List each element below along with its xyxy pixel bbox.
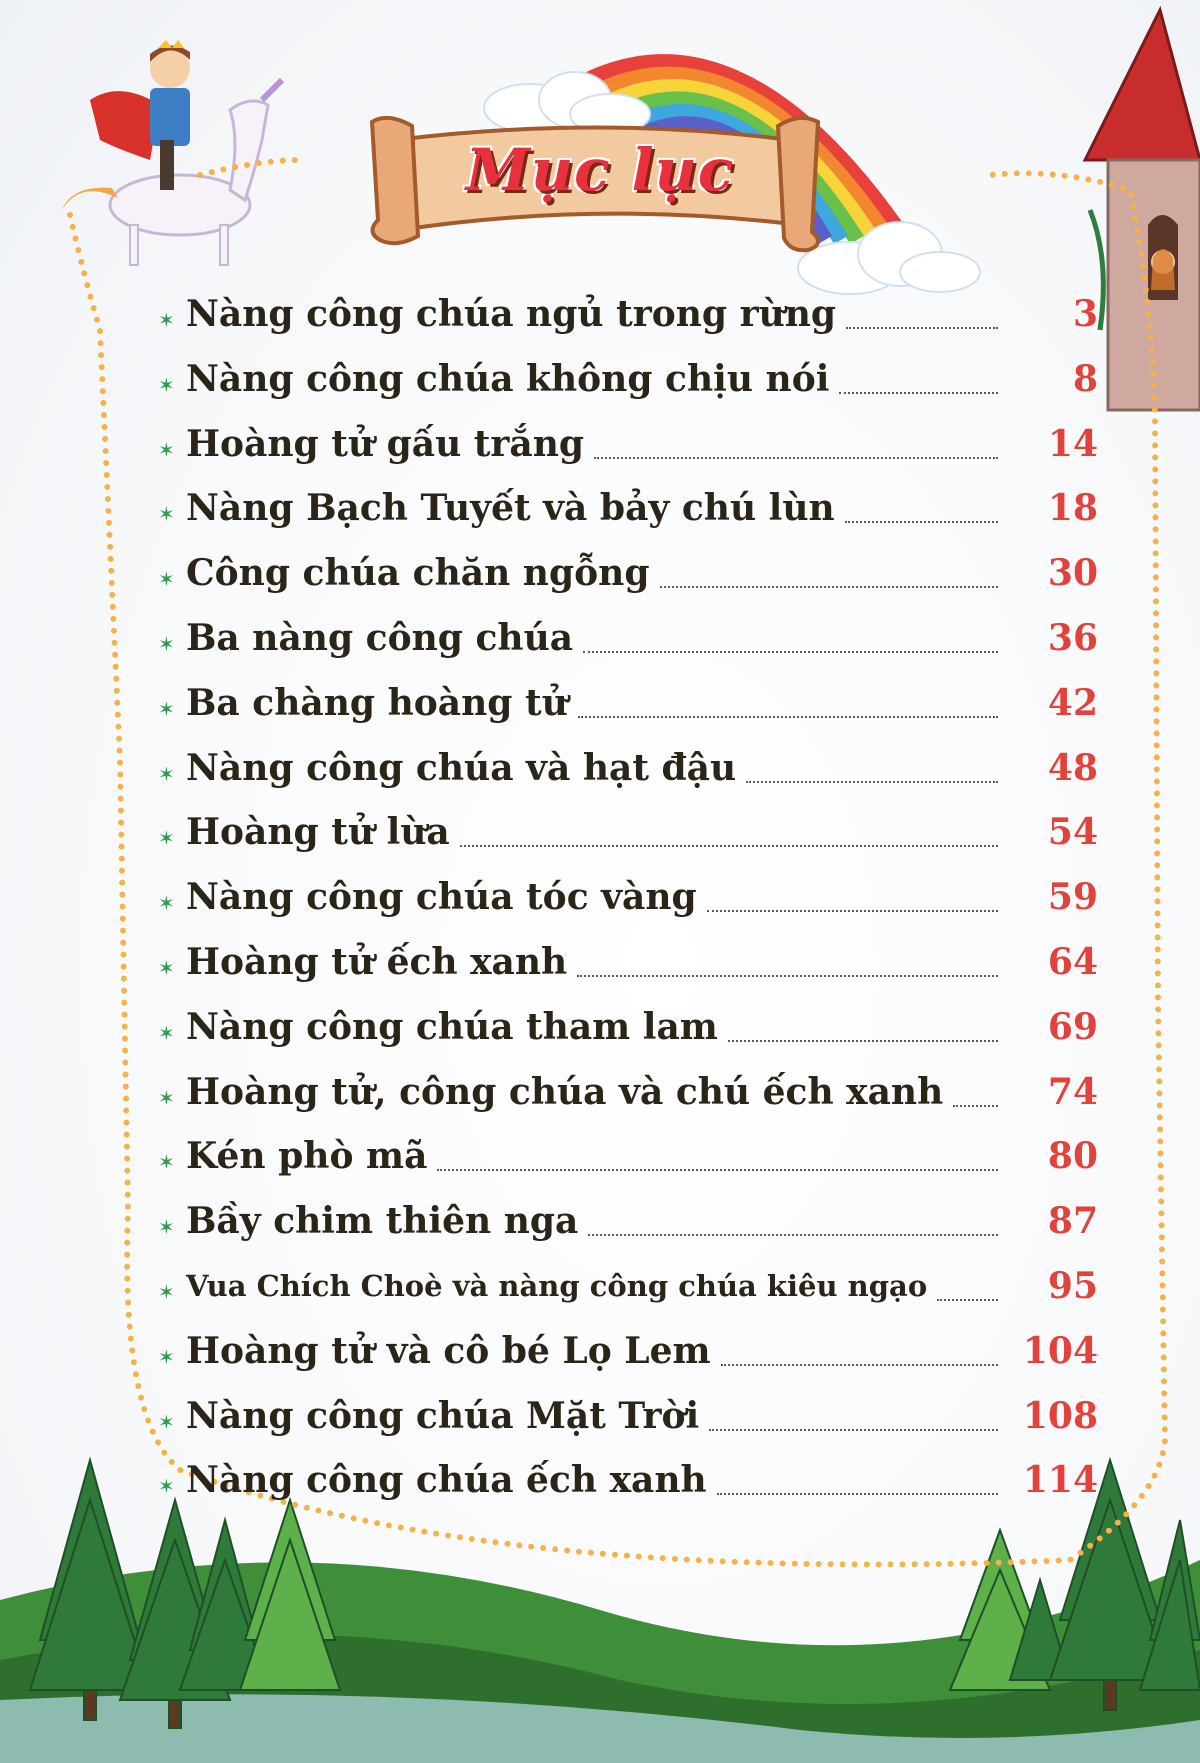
star-bullet-icon: ✶ bbox=[158, 761, 175, 786]
toc-entry-title: Công chúa chăn ngỗng bbox=[186, 552, 650, 595]
toc-entry[interactable] bbox=[158, 608, 1098, 673]
toc-entry-title: Hoàng tử và cô bé Lọ Lem bbox=[186, 1329, 711, 1372]
star-bullet-icon: ✶ bbox=[158, 891, 175, 916]
dot-leader bbox=[953, 1105, 998, 1107]
dot-leader bbox=[577, 975, 998, 977]
toc-entry[interactable] bbox=[158, 543, 1098, 608]
toc-entry-page-number: 104 bbox=[1022, 1329, 1098, 1372]
toc-entry-title: Hoàng tử, công chúa và chú ếch xanh bbox=[186, 1070, 944, 1113]
star-bullet-icon: ✶ bbox=[158, 1215, 175, 1240]
toc-entry-page-number: 3 bbox=[1072, 293, 1098, 335]
dot-leader bbox=[707, 910, 998, 912]
star-bullet-icon: ✶ bbox=[158, 696, 175, 721]
toc-entry-title: Hoàng tử lừa bbox=[186, 811, 450, 854]
toc-entry[interactable] bbox=[158, 1256, 1098, 1321]
toc-entry-page-number: 64 bbox=[1047, 940, 1098, 983]
toc-entry[interactable] bbox=[158, 284, 1098, 349]
star-bullet-icon: ✶ bbox=[158, 1150, 175, 1175]
star-bullet-icon: ✶ bbox=[158, 826, 175, 851]
page-title: Mục lục bbox=[465, 136, 735, 204]
toc-entry[interactable] bbox=[158, 478, 1098, 543]
dot-leader bbox=[660, 586, 998, 588]
dot-leader bbox=[746, 781, 998, 783]
toc-entry[interactable] bbox=[158, 1386, 1098, 1451]
star-bullet-icon: ✶ bbox=[158, 1344, 175, 1369]
toc-entry[interactable] bbox=[158, 997, 1098, 1062]
star-bullet-icon: ✶ bbox=[158, 1409, 175, 1434]
toc-entry-title: Nàng công chúa ếch xanh bbox=[186, 1459, 707, 1502]
star-bullet-icon: ✶ bbox=[158, 1020, 175, 1045]
toc-entry[interactable] bbox=[158, 802, 1098, 867]
star-bullet-icon: ✶ bbox=[158, 437, 175, 462]
dot-leader bbox=[588, 1234, 998, 1236]
star-bullet-icon: ✶ bbox=[158, 1085, 175, 1110]
toc-entry[interactable] bbox=[158, 1191, 1098, 1256]
toc-entry-title: Ba chàng hoàng tử bbox=[186, 681, 568, 724]
toc-entry-title: Nàng công chúa tham lam bbox=[186, 1005, 718, 1048]
toc-entry-page-number: 54 bbox=[1047, 811, 1098, 854]
toc-entry-page-number: 114 bbox=[1022, 1459, 1098, 1502]
dot-leader bbox=[709, 1429, 998, 1431]
toc-entry-page-number: 8 bbox=[1072, 357, 1098, 400]
dot-leader bbox=[728, 1040, 998, 1042]
dot-leader bbox=[460, 845, 998, 847]
star-bullet-icon: ✶ bbox=[158, 631, 175, 656]
toc-entry-title: Hoàng tử ếch xanh bbox=[186, 940, 568, 983]
toc-entry-title: Nàng công chúa ngủ trong rừng bbox=[186, 293, 837, 335]
toc-entry-title: Nàng công chúa Mặt Trời bbox=[186, 1394, 700, 1437]
star-bullet-icon: ✶ bbox=[158, 308, 175, 332]
toc-entry-page-number: 48 bbox=[1047, 746, 1098, 789]
toc-entry[interactable] bbox=[158, 1062, 1098, 1127]
toc-entry-title: Nàng Bạch Tuyết và bảy chú lùn bbox=[186, 487, 835, 530]
table-of-contents bbox=[158, 284, 1098, 1515]
dot-leader bbox=[839, 392, 998, 394]
dot-leader bbox=[846, 327, 998, 329]
toc-entry-title: Vua Chích Choè và nàng công chúa kiêu ngạo bbox=[186, 1268, 928, 1303]
dot-leader bbox=[937, 1299, 998, 1301]
toc-entry-page-number: 30 bbox=[1047, 552, 1098, 595]
toc-entry-page-number: 42 bbox=[1047, 681, 1098, 724]
title-banner bbox=[370, 108, 830, 258]
star-bullet-icon: ✶ bbox=[158, 1279, 175, 1304]
toc-entry-title: Nàng công chúa không chịu nói bbox=[186, 357, 830, 400]
star-bullet-icon: ✶ bbox=[158, 502, 175, 527]
star-bullet-icon: ✶ bbox=[158, 372, 175, 397]
toc-entry-page-number: 59 bbox=[1047, 876, 1098, 919]
dot-leader bbox=[578, 716, 998, 718]
toc-entry[interactable] bbox=[158, 932, 1098, 997]
toc-entry[interactable] bbox=[158, 1450, 1098, 1515]
star-bullet-icon: ✶ bbox=[158, 955, 175, 980]
toc-entry-title: Hoàng tử gấu trắng bbox=[186, 422, 585, 465]
toc-entry-title: Bầy chim thiên nga bbox=[186, 1200, 579, 1243]
toc-entry-page-number: 14 bbox=[1047, 422, 1098, 465]
toc-entry-title: Nàng công chúa và hạt đậu bbox=[186, 746, 737, 789]
dot-leader bbox=[717, 1493, 998, 1495]
star-bullet-icon: ✶ bbox=[158, 1474, 175, 1499]
toc-entry[interactable] bbox=[158, 349, 1098, 414]
toc-entry-page-number: 108 bbox=[1022, 1394, 1098, 1437]
dot-leader bbox=[845, 521, 998, 523]
toc-entry[interactable] bbox=[158, 1321, 1098, 1386]
star-bullet-icon: ✶ bbox=[158, 567, 175, 592]
toc-entry[interactable] bbox=[158, 867, 1098, 932]
toc-entry-title: Ba nàng công chúa bbox=[186, 616, 574, 659]
toc-entry-page-number: 95 bbox=[1047, 1264, 1098, 1307]
toc-entry-page-number: 74 bbox=[1047, 1070, 1098, 1113]
toc-entry[interactable] bbox=[158, 738, 1098, 803]
dot-leader bbox=[721, 1364, 998, 1366]
toc-entry-title: Kén phò mã bbox=[186, 1135, 428, 1178]
toc-entry-page-number: 80 bbox=[1047, 1135, 1098, 1178]
toc-entry[interactable] bbox=[158, 673, 1098, 738]
toc-entry-page-number: 36 bbox=[1047, 616, 1098, 659]
toc-entry-page-number: 87 bbox=[1047, 1200, 1098, 1243]
dot-leader bbox=[437, 1169, 998, 1171]
toc-entry-title: Nàng công chúa tóc vàng bbox=[186, 876, 697, 919]
dot-leader bbox=[583, 651, 998, 653]
toc-entry-page-number: 18 bbox=[1047, 487, 1098, 530]
toc-entry[interactable] bbox=[158, 414, 1098, 479]
dot-leader bbox=[594, 457, 998, 459]
toc-entry-page-number: 69 bbox=[1047, 1005, 1098, 1048]
toc-entry[interactable] bbox=[158, 1126, 1098, 1191]
